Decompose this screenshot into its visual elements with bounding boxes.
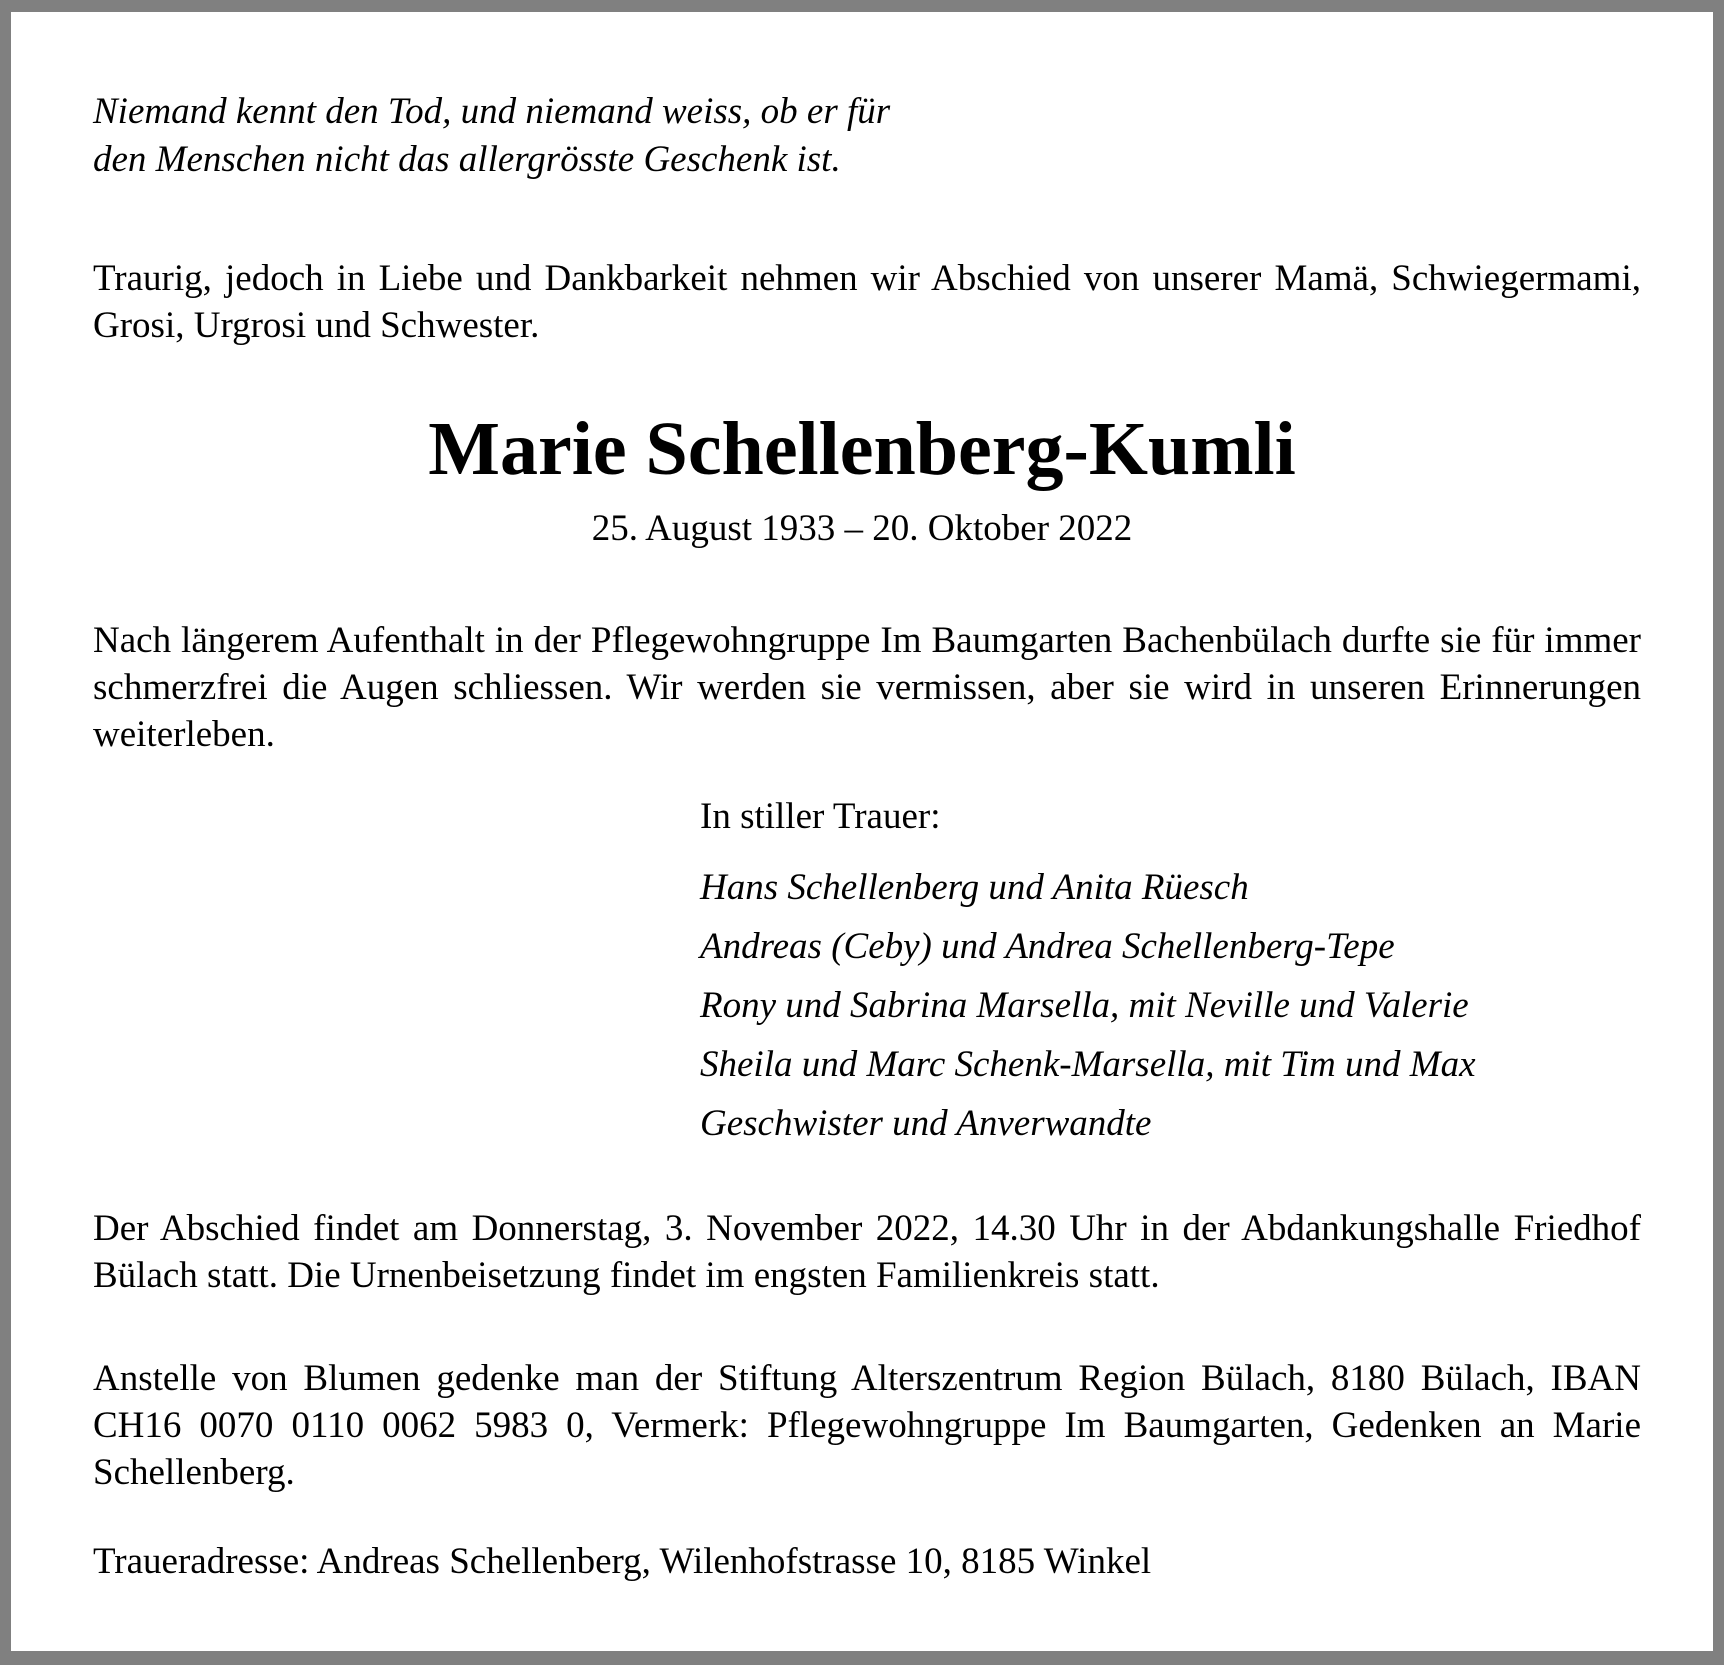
- mourners-heading: In stiller Trauer:: [700, 796, 941, 837]
- mourner-entry: Rony und Sabrina Marsella, mit Neville und Valerie: [700, 985, 1469, 1026]
- intro-paragraph: Traurig, jedoch in Liebe und Dankbarkeit nehmen wir Abschied von unserer Mamä, Schwiegermami, Grosi, Urgrosi und Schwester.: [93, 258, 1641, 346]
- deceased-name: Marie Schellenberg-Kumli: [428, 407, 1296, 491]
- mourner-entry: Sheila und Marc Schenk-Marsella, mit Tim und Max: [700, 1044, 1476, 1085]
- motto-quote: [93, 88, 890, 184]
- obituary-notice: [11, 12, 1713, 1651]
- mourner-entry: Geschwister und Anverwandte: [700, 1103, 1152, 1144]
- ceremony-paragraph: Der Abschied findet am Donnerstag, 3. November 2022, 14.30 Uhr in der Abdankungshalle Friedhof Bülach statt. Die Urnenbeisetzung findet im engsten Familienkreis statt.: [93, 1208, 1641, 1296]
- motto-line-1: Niemand kennt den Tod, und niemand weiss, ob er für: [93, 91, 891, 132]
- mourner-entry: Andreas (Ceby) und Andrea Schellenberg-Tepe: [700, 926, 1395, 967]
- passing-paragraph: Nach längerem Aufenthalt in der Pflegewohngruppe Im Baumgarten Bachenbülach durfte sie für immer schmerzfrei die Augen schliessen. Wir werden sie vermissen, aber sie wird in unseren Erinnerungen weiterleben.: [93, 620, 1641, 755]
- life-dates: 25. August 1933 – 20. Oktober 2022: [591, 508, 1133, 549]
- mourners-list: [700, 858, 1476, 1153]
- motto-line-2: den Menschen nicht das allergrösste Geschenk ist.: [93, 139, 841, 180]
- donation-paragraph: Anstelle von Blumen gedenke man der Stiftung Alterszentrum Region Bülach, 8180 Bülach, IBAN CH16 0070 0110 0062 5983 0, Vermerk: Pflegewohngruppe Im Baumgarten, Gedenken an Marie Schellenberg.: [93, 1358, 1641, 1493]
- mourner-entry: Hans Schellenberg und Anita Rüesch: [700, 867, 1249, 908]
- mourning-address: Traueradresse: Andreas Schellenberg, Wilenhofstrasse 10, 8185 Winkel: [93, 1541, 1152, 1582]
